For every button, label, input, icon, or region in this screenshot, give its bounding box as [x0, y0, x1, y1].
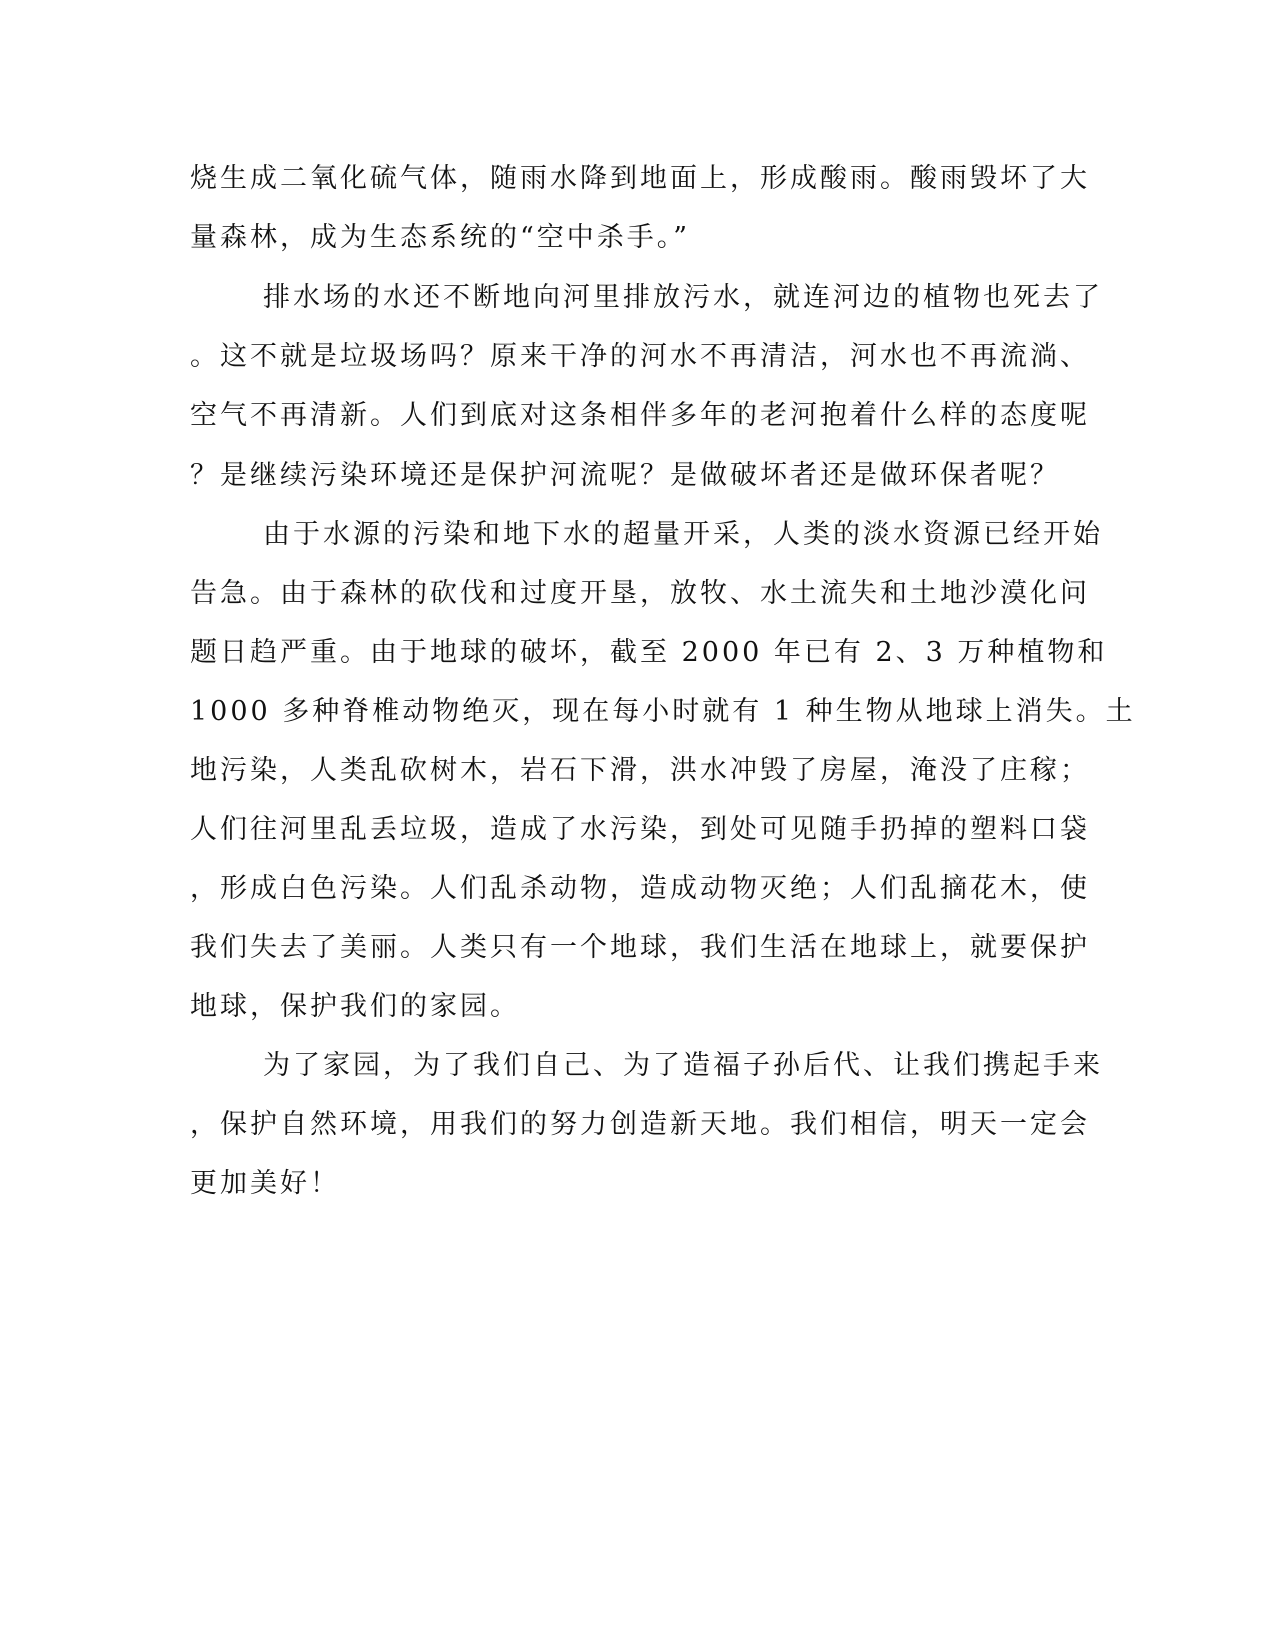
paragraph-line: 题日趋严重。由于地球的破坏，截至 2000 年已有 2、3 万种植物和	[190, 637, 1108, 668]
paragraph-line: 空气不再清新。人们到底对这条相伴多年的老河抱着什么样的态度呢	[190, 400, 1090, 431]
paragraph-line: 为了家园，为了我们自己、为了造福子孙后代、让我们携起手来	[263, 1050, 1103, 1081]
paragraph-line: 我们失去了美丽。人类只有一个地球，我们生活在地球上，就要保护	[190, 932, 1090, 963]
paragraph-line: 地污染，人类乱砍树木，岩石下滑，洪水冲毁了房屋，淹没了庄稼；	[190, 755, 1090, 786]
paragraph-line: 更加美好！	[190, 1168, 340, 1199]
paragraph-line: 1000 多种脊椎动物绝灭，现在每小时就有 1 种生物从地球上消失。土	[190, 696, 1136, 727]
paragraph-line: ，形成白色污染。人们乱杀动物，造成动物灭绝；人们乱摘花木，使	[190, 873, 1090, 904]
paragraph-line: ，保护自然环境，用我们的努力创造新天地。我们相信，明天一定会	[190, 1109, 1090, 1140]
paragraph-line: 地球，保护我们的家园。	[190, 991, 520, 1022]
paragraph-line: 。这不就是垃圾场吗？原来干净的河水不再清洁，河水也不再流淌、	[190, 341, 1090, 372]
paragraph-line: 量森林，成为生态系统的“空中杀手。”	[190, 222, 691, 253]
paragraph-line: 人们往河里乱丢垃圾，造成了水污染，到处可见随手扔掉的塑料口袋	[190, 814, 1090, 845]
paragraph-line: 排水场的水还不断地向河里排放污水，就连河边的植物也死去了	[263, 282, 1103, 313]
paragraph-line: ？是继续污染环境还是保护河流呢？是做破坏者还是做环保者呢？	[190, 460, 1060, 491]
paragraph-line: 由于水源的污染和地下水的超量开采，人类的淡水资源已经开始	[263, 519, 1103, 550]
paragraph-line: 告急。由于森林的砍伐和过度开垦，放牧、水土流失和土地沙漠化问	[190, 578, 1090, 609]
paragraph-line: 烧生成二氧化硫气体，随雨水降到地面上，形成酸雨。酸雨毁坏了大	[190, 163, 1090, 194]
